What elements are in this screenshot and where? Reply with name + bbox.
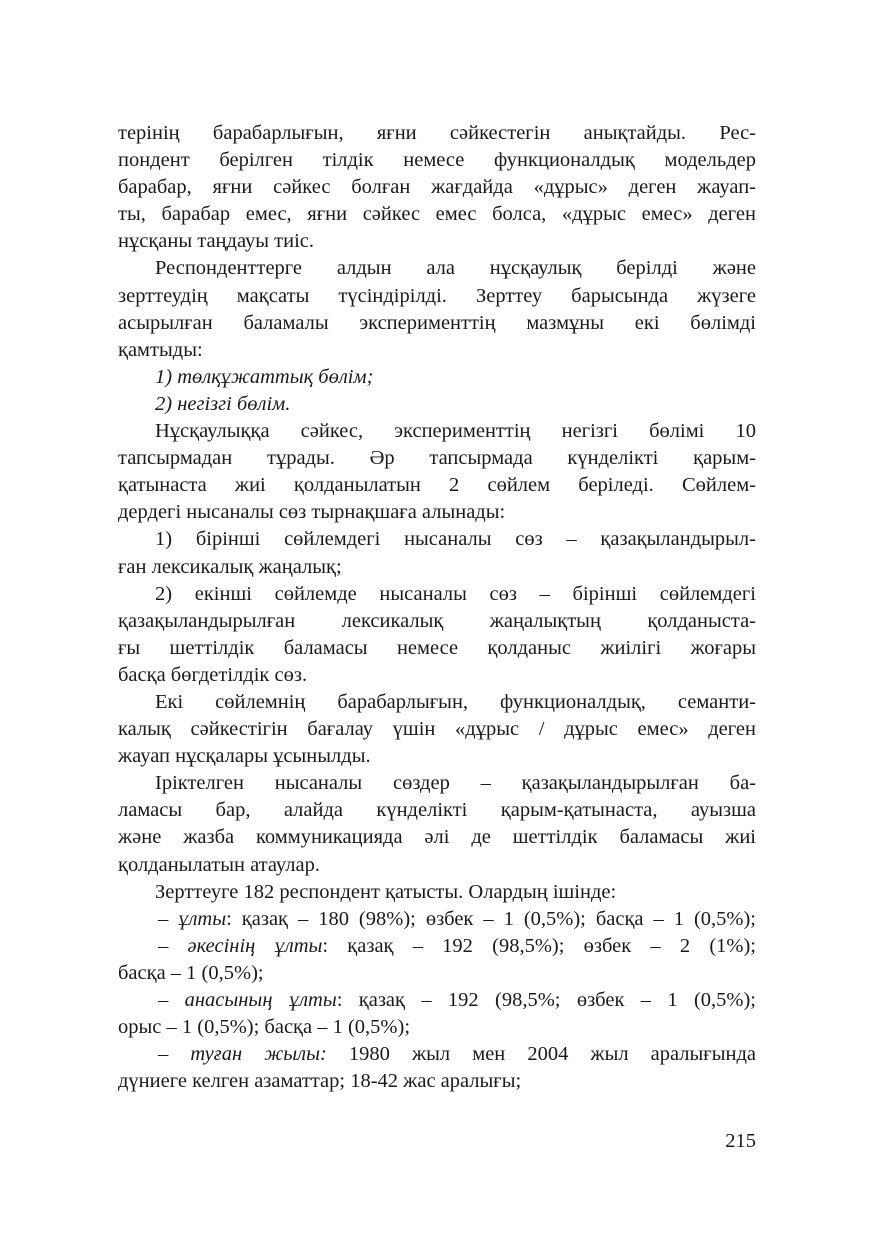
text-line: тапсырмадан тұрады. Әр тапсырмада күнделікті қарым-: [118, 447, 756, 470]
text-line: қамтыды:: [118, 338, 203, 361]
text-line: Респонденттерге алдын ала нұсқаулық берілді және: [155, 257, 756, 280]
list-item: 2) екінші сөйлемде нысаналы сөз – бірінші сөйлемдегі: [155, 582, 756, 605]
demographic-label: әкесінің ұлты: [187, 934, 323, 957]
demographic-value-continued: дүниеге келген азаматтар; 18-42 жас аралығы;: [118, 1070, 522, 1093]
dash: –: [158, 1043, 169, 1066]
demographic-value-continued: басқа – 1 (0,5%);: [118, 961, 264, 984]
text-line: ты, барабар емес, яғни сәйкес емес болса, «дұрыс емес» деген: [118, 203, 756, 226]
list-item: [118, 364, 756, 391]
demographic-nationality: [118, 906, 756, 933]
page-number: 215: [725, 1130, 756, 1152]
demographic-value: : қазақ – 192 (98,5%); өзбек – 2 (1%);: [322, 934, 757, 957]
text-line: Екі сөйлемнің барабарлығын, функционалдық, семанти-: [155, 690, 756, 713]
text-line: ламасы бар, алайда күнделікті қарым-қатынаста, ауызша: [118, 799, 756, 822]
text-line: басқа бөгдетілдік сөз.: [118, 663, 308, 686]
demographic-father: [118, 933, 756, 960]
dash: –: [158, 934, 169, 957]
text-line: зерттеудің мақсаты түсіндірілді. Зерттеу барысында жүзеге: [118, 284, 756, 307]
text-line: қазақыландырылған лексикалық жаңалықтың қолданыста-: [118, 609, 756, 632]
dash: –: [158, 907, 169, 930]
list-item-text: 1) төлқұжаттық бөлім;: [155, 365, 374, 388]
body-text: [118, 120, 756, 1095]
dash: –: [158, 989, 169, 1011]
text-line: қолданылатын атаулар.: [118, 853, 320, 876]
demographic-label: ұлты: [178, 907, 227, 930]
text-line: Нұсқаулыққа сәйкес, эксперименттің негізгі бөлімі 10: [155, 420, 756, 443]
demographic-value-continued: орыс – 1 (0,5%); басқа – 1 (0,5%);: [118, 1016, 411, 1039]
text-line: асырылған баламалы эксперименттің мазмұны екі бөлімді: [118, 311, 756, 334]
demographic-value: : қазақ – 192 (98,5%; өзбек – 1 (0,5%);: [336, 989, 756, 1011]
text-line: пондент берілген тілдік немесе функционалдық модельдер: [118, 149, 756, 172]
demographic-value: : қазақ – 180 (98%); өзбек – 1 (0,5%); басқа – 1 (0,5%);: [226, 907, 756, 930]
demographic-value: 1980 жыл мен 2004 жыл аралығында: [326, 1043, 756, 1066]
demographic-birth-year: [118, 1041, 756, 1068]
list-item: [118, 391, 756, 418]
text-line: калық сәйкестігін бағалау үшін «дұрыс / дұрыс емес» деген: [118, 718, 756, 741]
demographic-label: туған жылы:: [190, 1043, 327, 1066]
text-line: нұсқаны таңдауы тиіс.: [118, 230, 315, 253]
list-item: 1) бірінші сөйлемдегі нысаналы сөз – қазақыландырыл-: [155, 528, 756, 551]
list-item-text: 2) негізгі бөлім.: [155, 392, 291, 415]
demographic-mother: [118, 987, 756, 1014]
text-line: терінің барабарлығын, яғни сәйкестегін анықтайды. Рес-: [118, 122, 756, 144]
text-line: барабар, яғни сәйкес болған жағдайда «дұрыс» деген жауап-: [118, 176, 756, 199]
text-line: ғы шеттілдік баламасы немесе қолданыс жиілігі жоғары: [118, 636, 756, 659]
text-line: ған лексикалық жаңалық;: [118, 555, 342, 578]
text-line: дердегі нысаналы сөз тырнақшаға алынады:: [118, 501, 506, 524]
text-line: Іріктелген нысаналы сөздер – қазақыландырылған ба-: [155, 772, 756, 795]
text-line: Зерттеуге 182 респондент қатысты. Олардың ішінде:: [155, 880, 617, 903]
text-line: және жазба коммуникацияда әлі де шеттілдік баламасы жиі: [118, 826, 756, 849]
text-line: қатынаста жиі қолданылатын 2 сөйлем беріледі. Сөйлем-: [118, 474, 756, 497]
demographic-label: анасының ұлты: [184, 989, 337, 1011]
text-line: жауап нұсқалары ұсынылды.: [118, 745, 371, 768]
